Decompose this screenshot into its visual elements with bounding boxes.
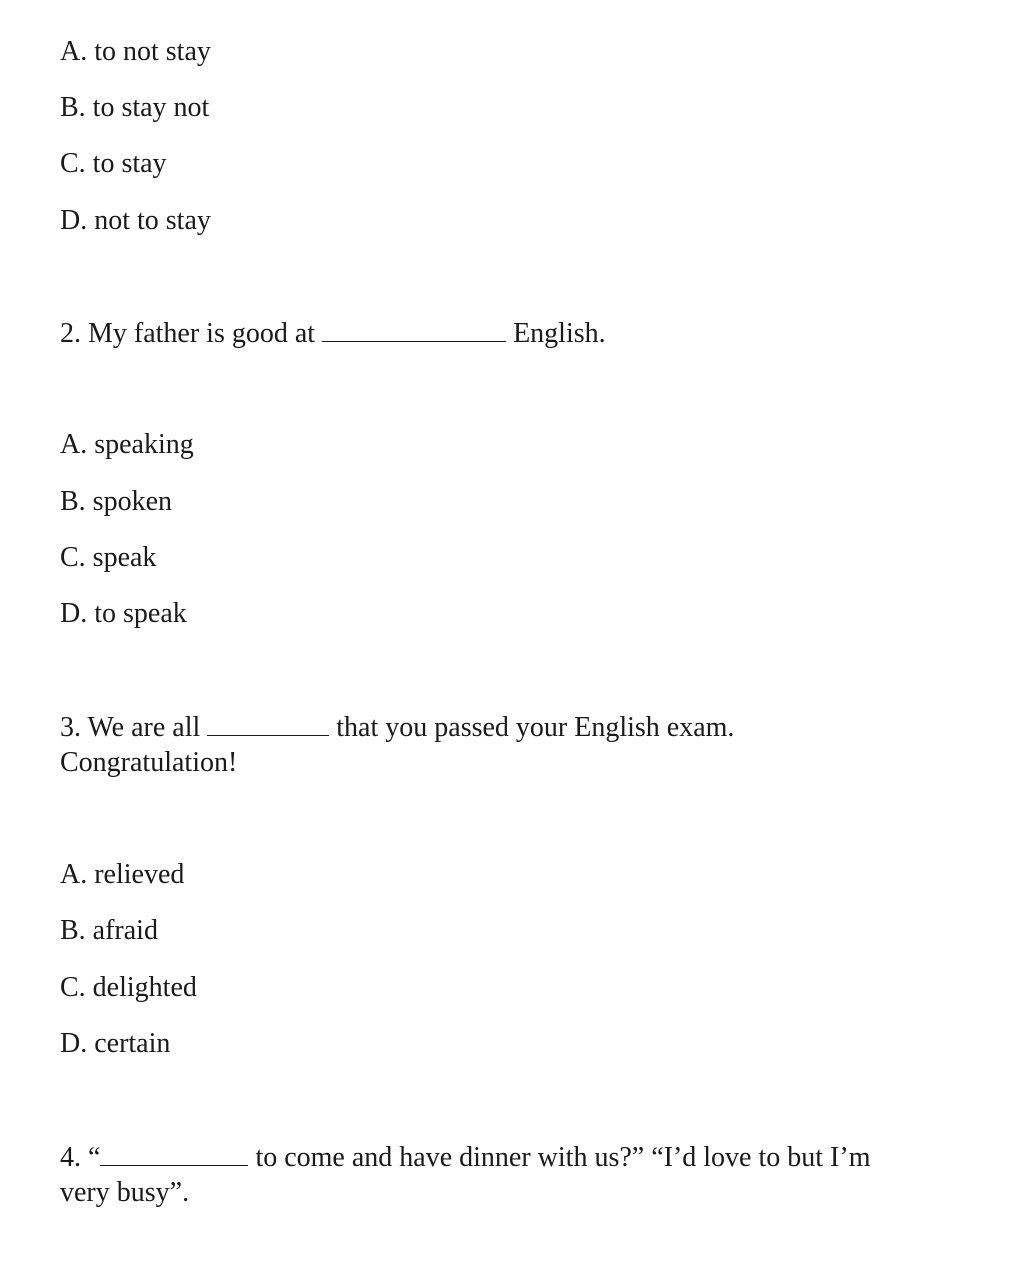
q3-stem-line2: Congratulation! [60,747,238,778]
q4-stem-before: 4. “ [60,1142,101,1173]
q2-option-c: C. speak [60,542,157,573]
q4-stem-line2: very busy”. [60,1177,190,1208]
q2-stem-after: English. [513,318,606,349]
q2-stem [60,315,606,352]
q3-option-b: B. afraid [60,915,158,946]
q1-option-b: B. to stay not [60,92,210,123]
q3-stem-before: 3. We are all [60,712,201,743]
q3-option-d: D. certain [60,1028,171,1059]
q4-answer-blank [100,1139,248,1166]
q3-stem [60,709,734,746]
q1-option-d: D. not to stay [60,205,211,236]
q2-option-a: A. speaking [60,429,194,460]
q3-answer-blank [207,709,329,736]
q4-stem [60,1139,870,1176]
q2-answer-blank [322,315,506,342]
q3-option-c: C. delighted [60,972,197,1003]
q2-option-b: B. spoken [60,486,172,517]
q4-stem-after: to come and have dinner with us?” “I’d love to but I’m [255,1142,871,1173]
q1-option-c: C. to stay [60,148,167,179]
q2-option-d: D. to speak [60,598,187,629]
q3-option-a: A. relieved [60,859,185,890]
q2-stem-before: 2. My father is good at [60,318,316,349]
q3-stem-after: that you passed your English exam. [336,712,735,743]
q1-option-a: A. to not stay [60,36,211,67]
